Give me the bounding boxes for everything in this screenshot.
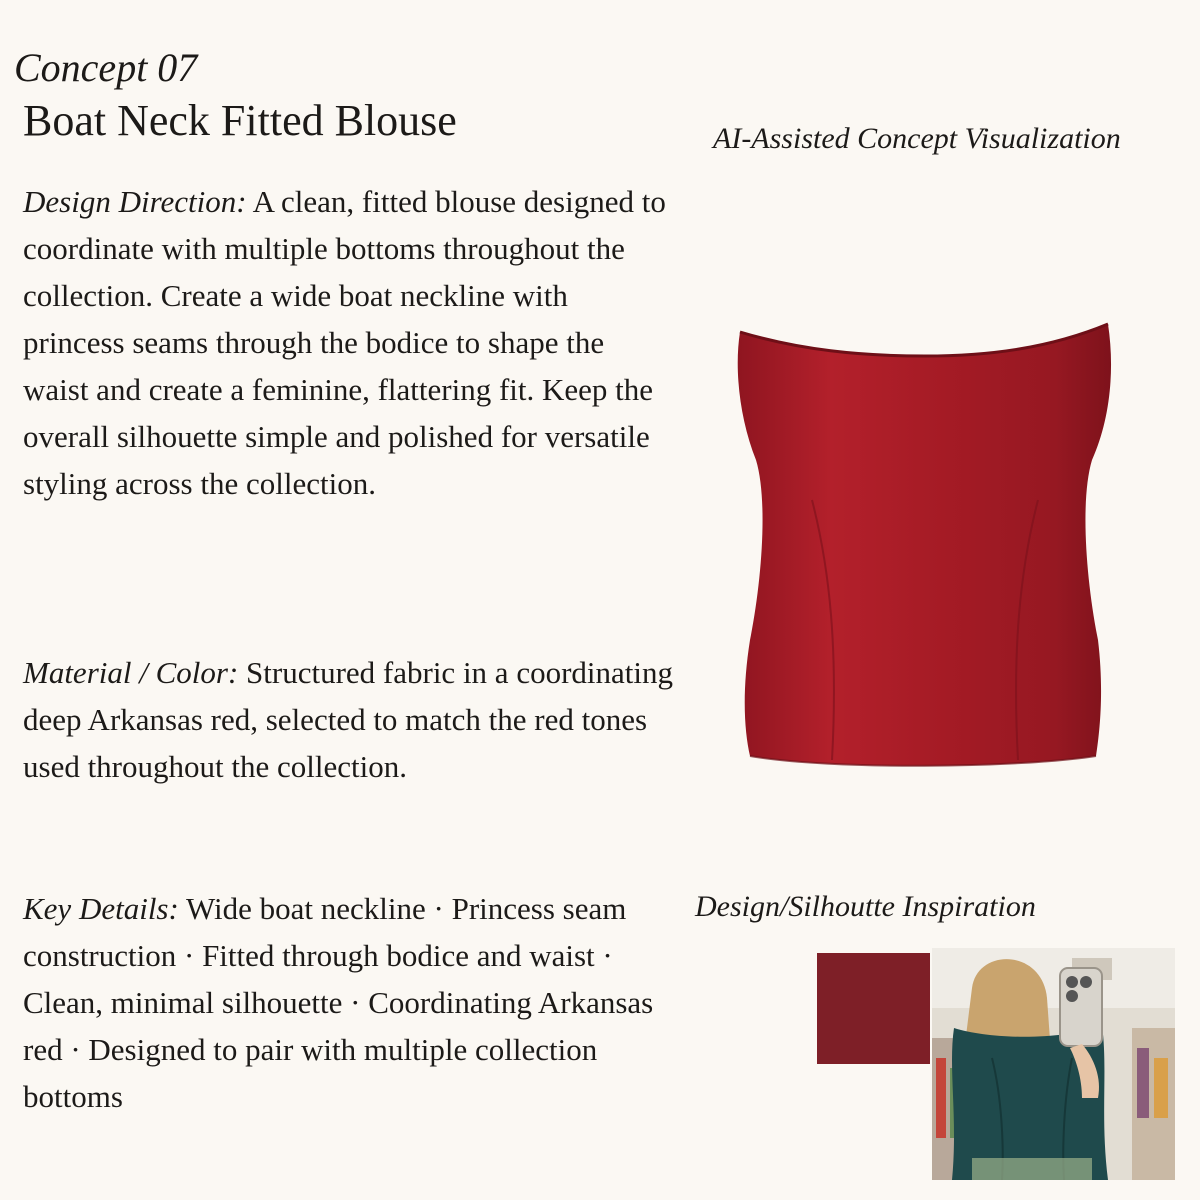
design-direction-text: A clean, fitted blouse designed to coordinate with multiple bottoms throughout the collection. Create a wide boat neckline with princess seams through the bodice to shape the waist and create a feminine, flattering fit. Keep the overall silhouette simple and polished for versatile styling across the collection. <box>23 184 666 501</box>
blouse-body <box>738 324 1111 766</box>
color-swatch <box>817 953 930 1064</box>
design-direction-label: Design Direction: <box>23 184 247 219</box>
key-details-text: Wide boat neckline · Princess seam construction · Fitted through bodice and waist · Clean, minimal silhouette · Coordinating Arkansas red · Designed to pair with multiple collection bottoms <box>23 891 654 1114</box>
material-color-text: Structured fabric in a coordinating deep Arkansas red, selected to match the red tones used throughout the collection. <box>23 655 673 784</box>
inspiration-photo-illustration <box>932 948 1175 1180</box>
key-details-label: Key Details: <box>23 891 179 926</box>
material-color-label: Material / Color: <box>23 655 239 690</box>
inspiration-caption: Design/Silhoutte Inspiration <box>695 890 1036 923</box>
page-title: Boat Neck Fitted Blouse <box>23 96 457 145</box>
material-color-block <box>23 649 673 790</box>
blouse-visualization <box>720 310 1130 780</box>
key-details-block <box>23 885 673 1120</box>
inspiration-photo <box>932 948 1175 1180</box>
concept-number: Concept 07 <box>14 45 198 90</box>
design-direction-block <box>23 178 673 507</box>
visualization-caption: AI-Assisted Concept Visualization <box>713 122 1121 155</box>
